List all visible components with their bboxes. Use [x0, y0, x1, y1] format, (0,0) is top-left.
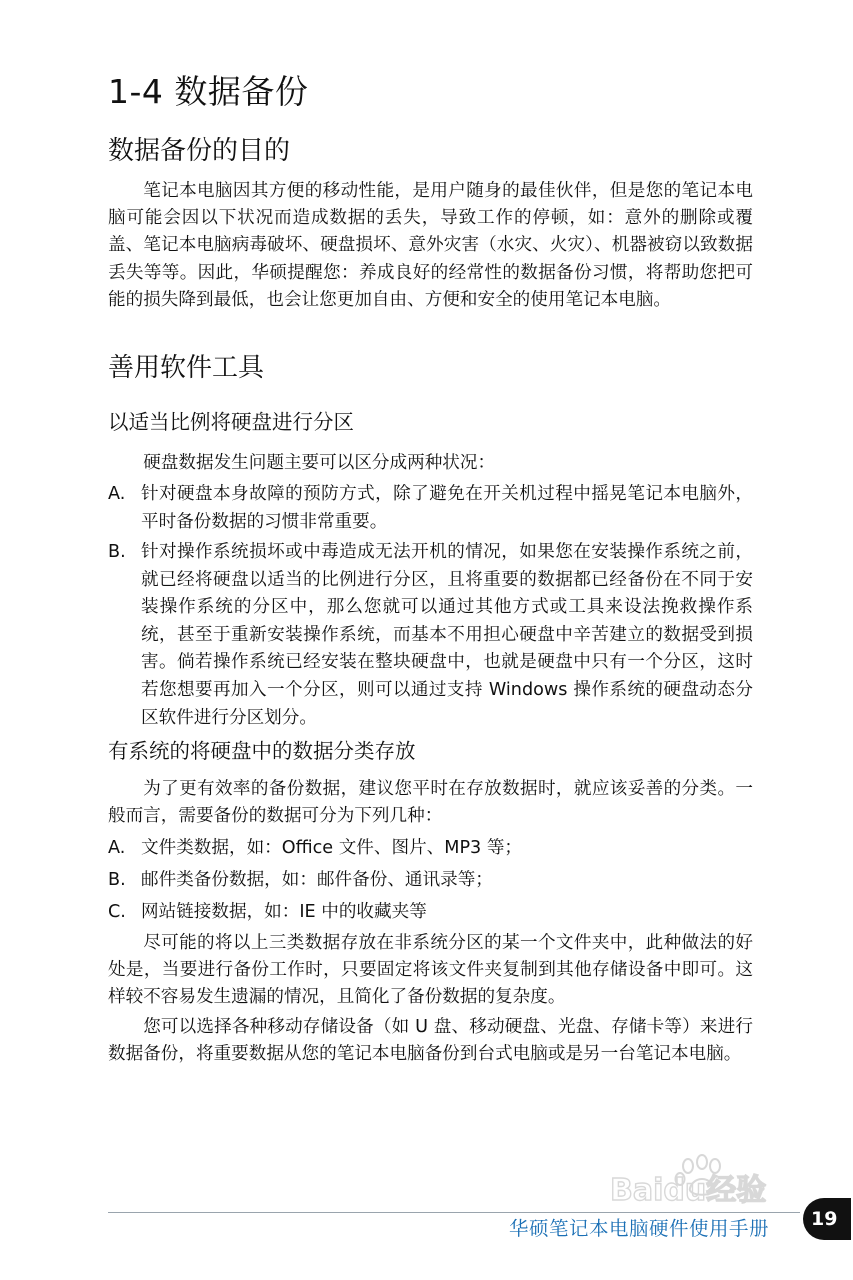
list-item-text: 针对硬盘本身故障的预防方式，除了避免在开关机过程中摇晃笔记本电脑外，平时备份数据的习惯非常重要。	[141, 484, 753, 532]
classify-intro: 为了更有效率的备份数据，建议您平时在存放数据时，就应该妥善的分类。一般而言，需要备份的数据可分为下列几种：	[108, 779, 753, 827]
page-number-badge: 19	[803, 1198, 851, 1240]
baidu-jingyan-watermark	[606, 1152, 796, 1208]
footer-manual-title: 华硕笔记本电脑硬件使用手册	[508, 1217, 769, 1240]
section-title-software-tools: 善用软件工具	[108, 353, 265, 383]
footer-rule	[108, 1212, 800, 1213]
page-heading: 1-4 数据备份	[108, 72, 309, 111]
list-marker: B.	[108, 870, 126, 890]
list-marker: A.	[108, 484, 126, 504]
partition-list-item	[108, 481, 753, 536]
storage-devices-paragraph: 您可以选择各种移动存储设备（如 U 盘、移动硬盘、光盘、存储卡等）来进行数据备份，将重要数据从您的笔记本电脑备份到台式电脑或是另一台笔记本电脑。	[108, 1017, 753, 1065]
list-item-text: 针对操作系统损坏或中毒造成无法开机的情况，如果您在安装操作系统之前，就已经将硬盘以适当的比例进行分区，且将重要的数据都已经备份在不同于安装操作系统的分区中，那么您就可以通过其他方式或工具来设法挽救操作系统，甚至于重新安装操作系统，而基本不用担心硬盘中辛苦建立的数据受到损害。倘若操作系统已经安装在整块硬盘中，也就是硬盘中只有一个分区，这时若您想要再加入一个分区，则可以通过支持 Windows 操作系统的硬盘动态分区软件进行分区划分。	[141, 542, 753, 728]
subsection-title-classify: 有系统的将硬盘中的数据分类存放	[108, 739, 416, 763]
list-item-text: 文件类数据，如：Office 文件、图片、MP3 等；	[141, 838, 523, 858]
list-item-text: 网站链接数据，如：IE 中的收藏夹等	[141, 902, 427, 922]
list-marker: C.	[108, 902, 126, 922]
section-title-backup-purpose: 数据备份的目的	[108, 136, 291, 166]
partition-list-item	[108, 539, 753, 732]
classify-list-item	[108, 899, 753, 927]
watermark-text: Baidu经验	[610, 1173, 767, 1208]
partition-intro: 硬盘数据发生问题主要可以区分成两种状况：	[143, 453, 496, 473]
baidu-paw-logo-icon	[606, 1152, 796, 1208]
classify-paragraph: 尽可能的将以上三类数据存放在非系统分区的某一个文件夹中，此种做法的好处是，当要进行备份工作时，只要固定将该文件夹复制到其他存储设备中即可。这样较不容易发生遗漏的情况，且简化了备份数据的复杂度。	[108, 933, 753, 1008]
subsection-title-partition: 以适当比例将硬盘进行分区	[108, 410, 354, 434]
list-marker: A.	[108, 838, 126, 858]
list-item-text: 邮件类备份数据，如：邮件备份、通讯录等；	[141, 870, 493, 890]
classify-list-item	[108, 867, 753, 895]
backup-purpose-paragraph: 笔记本电脑因其方便的移动性能，是用户随身的最佳伙伴，但是您的笔记本电脑可能会因以下状况而造成数据的丢失，导致工作的停顿，如：意外的删除或覆盖、笔记本电脑病毒破坏、硬盘损坏、意外灾害（水灾、火灾）、机器被窃以致数据丢失等等。因此，华硕提醒您：养成良好的经常性的数据备份习惯，将帮助您把可能的损失降到最低，也会让您更加自由、方便和安全的使用笔记本电脑。	[108, 181, 753, 310]
list-marker: B.	[108, 542, 126, 562]
classify-list-item	[108, 835, 753, 863]
